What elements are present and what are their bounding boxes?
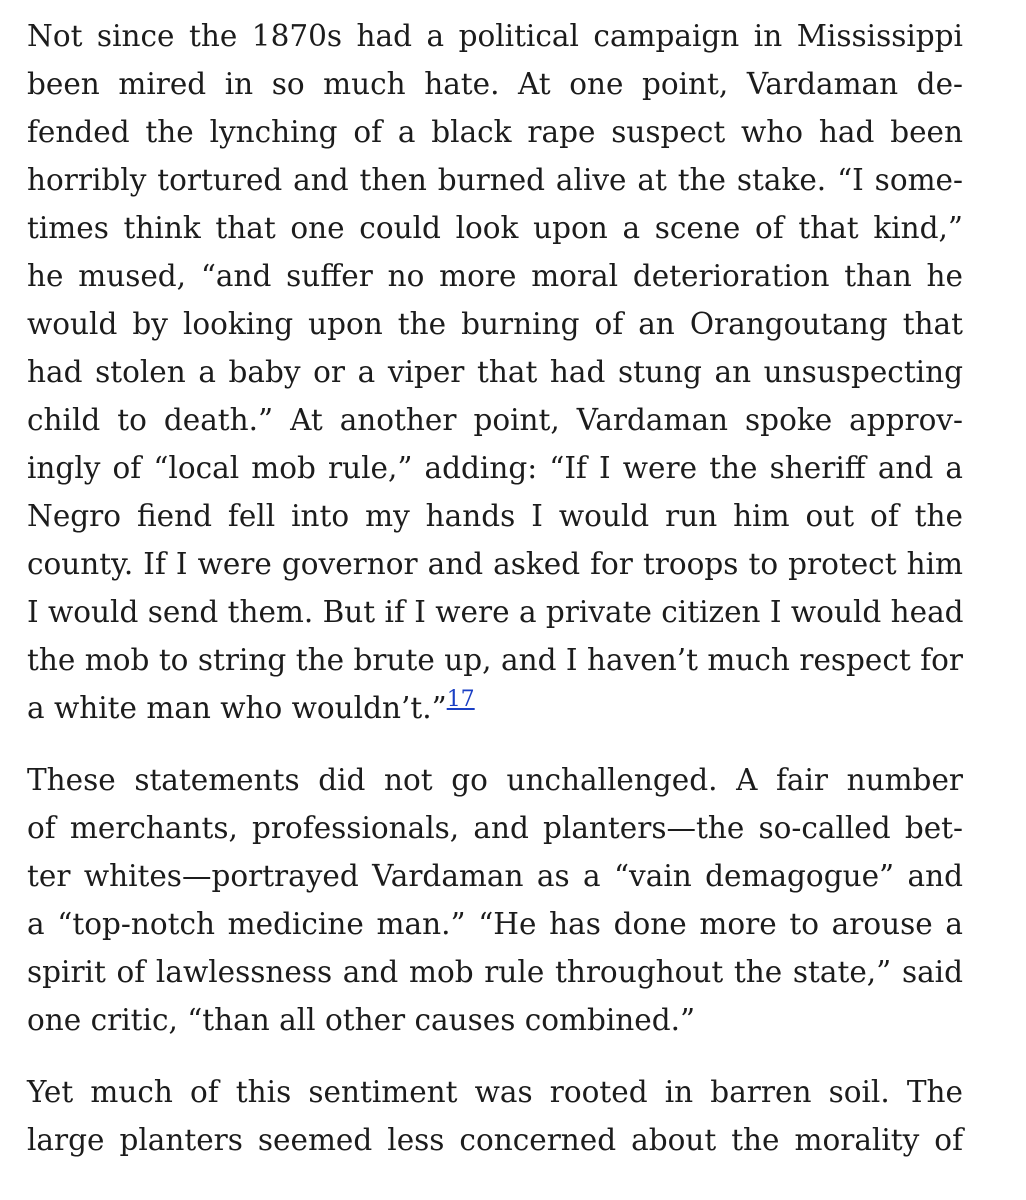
text-line: ingly of “local mob rule,” adding: “If I were the sheriff and a xyxy=(27,451,963,485)
text-line: county. If I were governor and asked for troops to protect him xyxy=(27,547,963,581)
text-line: times think that one could look upon a scene of that kind,” xyxy=(27,211,963,245)
text-line: had stolen a baby or a viper that had stung an unsuspecting xyxy=(27,355,963,389)
text-line: been mired in so much hate. At one point, Vardaman de- xyxy=(27,67,963,101)
text-line: one critic, “than all other causes combined.” xyxy=(27,1003,696,1037)
paragraph-spacer xyxy=(27,732,963,756)
text-line: Negro fiend fell into my hands I would run him out of the xyxy=(27,499,963,533)
text-line: the mob to string the brute up, and I haven’t much respect for xyxy=(27,643,963,677)
text-line: Not since the 1870s had a political campaign in Mississippi xyxy=(27,19,963,53)
text-line xyxy=(27,684,963,732)
text-line: ter whites—portrayed Vardaman as a “vain demagogue” and xyxy=(27,859,963,893)
book-page xyxy=(27,12,963,1164)
text-line: Yet much of this sentiment was rooted in barren soil. The xyxy=(27,1075,963,1109)
text-line: I would send them. But if I were a private citizen I would head xyxy=(27,595,964,629)
paragraph-spacer xyxy=(27,1044,963,1068)
text-line: horribly tortured and then burned alive at the stake. “I some- xyxy=(27,163,963,197)
text-line-content: a white man who wouldn’t.” xyxy=(27,691,447,725)
text-line: large planters seemed less concerned about the morality of xyxy=(27,1123,963,1157)
text-line: child to death.” At another point, Vardaman spoke approv- xyxy=(27,403,963,437)
text-line: fended the lynching of a black rape suspect who had been xyxy=(27,115,963,149)
text-line: These statements did not go unchallenged. A fair number xyxy=(27,763,963,797)
text-line: he mused, “and suffer no more moral deterioration than he xyxy=(27,259,963,293)
footnote-link[interactable]: 17 xyxy=(446,687,475,712)
text-line: would by looking upon the burning of an Orangoutang that xyxy=(27,307,963,341)
paragraph-vardaman-campaign xyxy=(27,12,963,732)
paragraph-barren-soil xyxy=(27,1068,963,1164)
text-line: of merchants, professionals, and planters—the so-called bet- xyxy=(27,811,963,845)
paragraph-statements-challenged xyxy=(27,756,963,1044)
text-line: a “top-notch medicine man.” “He has done more to arouse a xyxy=(27,907,963,941)
text-line: spirit of lawlessness and mob rule throughout the state,” said xyxy=(27,955,963,989)
